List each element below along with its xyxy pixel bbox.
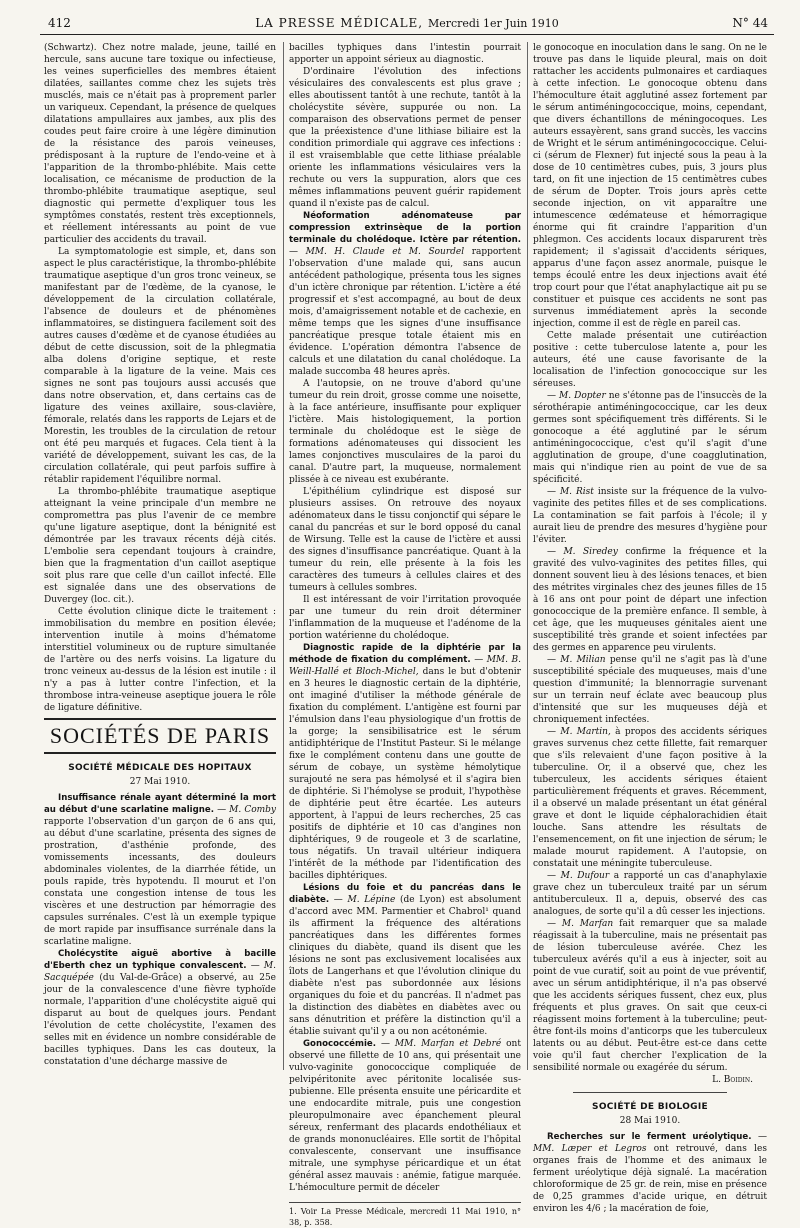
paragraph: D'ordinaire l'évolution des infections vésiculaires des convalescents est plus grave ; elles aboutissent tantôt à une rechute, tantôt à la cholécystite sévère, suppurée ou non. La comparaison des observations permet de penser que la préexistence d'une lithiase biliaire est la condition primordiale qui aggrave ces infections : il est vraisemblable que cette lithiase préalable oriente les inflammations vésiculaires vers la rechute ou vers la suppuration, alors que ces mêmes inflammations peuvent guérir rapidement quand il n'existe pas de calcul.	[289, 67, 521, 209]
journal-name: LA PRESSE MÉDICALE,	[255, 16, 424, 30]
discussion	[533, 390, 767, 486]
speaker: — M. Dufour	[547, 871, 610, 881]
society-heading: SOCIÉTÉ DE BIOLOGIE	[592, 1102, 708, 1112]
abstract	[44, 948, 276, 1068]
abstract	[289, 642, 521, 882]
footnote: 1. Voir La Presse Médicale, mercredi 11 Mai 1910, n° 38, p. 358.	[289, 1202, 521, 1228]
abstract-text: dans le but d'obtenir en 3 heures le diagnostic certain de la diphtérie, ont imaginé d'utiliser la méthode générale de fixation du complément. L'antigène est fourni par l'émulsion dans l'eau physiologique d'un frottis de la gorge; la sensibilisatrice est le sérum antidiphtérique de l'Institut Pasteur. Si le mélange fixe le complément contenu dans une goutte de sérum de cobaye, un système hémolytique surajouté ne sera pas hémolysé et il s'agira bien de diphtérie. Si l'hémolyse se produit, l'hypothèse de diphtérie peut être écartée. Les auteurs apportent, à l'appui de leurs recherches, 25 cas positifs de diphtérie et 10 cas d'angines non diphtériques, 9 de rougeole et 3 de scarlatine, tous négatifs. Un travail ultérieur indiquera l'intérêt de la méthode par l'identification des bacilles diphtériques.	[289, 667, 521, 881]
abstract-title: Lésions du foie et du pancréas dans le diabète.	[289, 883, 521, 905]
page-header	[40, 12, 774, 35]
separator-rule	[573, 1092, 727, 1093]
abstract-author: — M. Sacquépée	[44, 961, 277, 983]
discussion	[533, 486, 767, 546]
column-rule	[283, 42, 284, 1070]
society-heading: SOCIÉTÉ MÉDICALE DES HOPITAUX	[68, 763, 252, 773]
paragraph: La symptomatologie est simple, et, dans son aspect le plus caractéristique, la thrombo-phlébite traumatique aseptique d'un gros tronc veineux, se manifestant par de l'œdème, de la cyanose, le développement de la circulation collatérale, l'absence de douleurs et de phénomènes inflammatoires, se distinguera facilement soit des autres causes d'œdème et de cyanose étudiées au début de cette discussion, soit de la phlegmatia alba dolens d'origine septique, et reste comparable à la ligature de la veine. Mais ces signes ne sont pas toujours aussi accusés que dans notre observation, et, dans certains cas de ligature des veines axillaire, sous-clavière, fémorale, relatés dans les rapports de Lejars et de Morestin, les troubles de la circulation de retour ont été peu marqués et fugaces. Cela tient à la variété de développement, suivant les cas, de la circulation collatérale, qui peut parfois suffire à rétablir rapidement l'équilibre normal.	[44, 247, 276, 485]
paragraph: La thrombo-phlébite traumatique aseptique atteignant la veine principale d'un membre ne compromettra pas plus l'avenir de ce membre qu'une ligature aseptique, dont la bénignité est démontrée par les travaux récents déjà cités. L'embolie sera cependant toujours à craindre, bien que la fragmentation d'un caillot aseptique soit plus rare que celle d'un caillot infecté. Elle est signalée dans une des observations de Duvergey (loc. cit.).	[44, 487, 276, 605]
journal-title	[40, 16, 774, 30]
abstract-title: Gonococcémie.	[303, 1039, 376, 1049]
abstract-text: rapportent l'observation d'une malade qui, sans aucun antécédent pathologique, présenta tous les signes d'un ictère chronique par rétention. L'ictère a été progressif et s'est accompagné, au bout de deux mois, d'amaigrissement notable et de cachexie, en même temps que les signes d'une insuffisance pancréatique presque totale étaient mis en évidence. L'opération démontra l'absence de calculs et une dilatation du canal cholédoque. La malade succomba 48 heures après.	[289, 247, 521, 377]
paragraph: bacilles typhiques dans l'intestin pourrait apporter un appoint sérieux au diagnostic.	[289, 43, 521, 65]
discussion	[533, 654, 767, 726]
discussion-text: ne s'étonne pas de l'insuccès de la sérothérapie antiméningococcique, car les deux germes sont spécifiquement très différents. Si le gonocoque a été agglutiné par le sérum antiméningococcique, c'est qu'il s'agit d'une agglutination de groupe, d'une coagglutination, mais qui n'indique rien au point de vue de sa spécificité.	[533, 391, 767, 485]
abstract-author: — M. Lépine	[333, 895, 396, 905]
speaker: — M. Rist	[547, 487, 594, 497]
column-3	[533, 42, 768, 1214]
abstract-author: — MM. B. Weill-Hallé et Bloch-Michel,	[289, 655, 521, 677]
issue-date: Mercredi 1er Juin 1910	[427, 17, 559, 30]
abstract	[44, 792, 276, 948]
paragraph: Il est intéressant de voir l'irritation provoquée par une tumeur du rein droit déterminer l'inflammation de la muqueuse et l'adénome de la portion watérienne du cholédoque.	[289, 595, 521, 641]
discussion-text: à propos des accidents sériques graves survenus chez cette fillette, fait remarquer que s'ils relevaient d'une façon positive à la tuberculine. Or, il a observé que, chez les tuberculeux, les accidents sériques étaient particulièrement fréquents et graves. Récemment, il a observé un malade présentant un état général grave et dont le liquide céphalorachidien était louche. Sans attendre les résultats de l'ensemencement, on fit une injection de sérum; le malade mourut rapidement. A l'autopsie, on constatait une méningite tuberculeuse.	[533, 727, 767, 869]
abstract-title: Néoformation adénomateuse par compression extrinsèque de la portion terminale du cholédoque. Ictère par rétention.	[289, 211, 521, 245]
speaker: — M. Milian	[547, 655, 606, 665]
discussion-text: a rapporté un cas d'anaphylaxie grave chez un tuberculeux traité par un sérum antituberculeux. Il a, depuis, observé des cas analogues, de sorte qu'il a dû cesser les injections.	[533, 871, 767, 917]
issue-number: N° 44	[732, 16, 768, 30]
paragraph: le gonocoque en inoculation dans le sang. On ne le trouve pas dans le liquide pleural, mais on doit rattacher les accidents pulmonaires et cardiaques à cette infection. Le gonocoque obtenu dans l'hémoculture était agglutiné assez fortement par le sérum antiméningococcique, moins, cependant, que divers échantillons de méningocoques. Les auteurs essayèrent, sans grand succès, les vaccins de Wright et le sérum antiméningococcique. Celui-ci (sérum de Flexner) fut injecté sous la peau à la dose de 10 centimètres cubes, puis, 3 jours plus tard, on fit une injection de 15 centimètres cubes de sérum de Dopter. Trois jours après cette seconde injection, on vit apparaître une intumescence œdémateuse et hémorragique énorme qui fit craindre l'apparition d'un phlegmon. Ces accidents locaux disparurent très rapidement; il s'agissait d'accidents sériques, apparus d'une façon assez anormale, puisque le temps écoulé entre les deux injections avait été trop court pour que l'état anaphylactique ait pu se constituer et puisque ces accidents ne sont pas survenus immédiatement après la seconde injection, comme il est de règle en pareil cas.	[533, 43, 767, 329]
abstract	[289, 882, 521, 1038]
abstract	[289, 210, 521, 378]
abstract-text: (de Lyon) est absolument d'accord avec MM. Parmentier et Chabrol¹ quand ils affirment la fréquence des altérations pancréatiques dans les différentes formes cliniques du diabète, quand ils disent que les lésions ne sont pas exclusivement localisées aux îlots de Langerhans et que l'évolution clinique du diabète n'est pas subordonnée aux lésions organiques du foie et du pancréas. Il n'admet pas la distinction des diabètes en diabètes avec ou sans dénutrition et préfère la distinction qu'il a établie suivant qu'il y a ou non acétonémie.	[289, 895, 521, 1037]
abstract-text: rapporte l'observation d'un garçon de 6 ans qui, au début d'une scarlatine, présenta des signes de prostration, d'asthénie profonde, des vomissements incessants, des douleurs abdominales violentes, de la diarrhée fétide, un pouls rapide, très hypotendu. Il mourut et l'on constata une congestion intense de tous les viscères et une destruction par hémorragie des capsules surrénales. C'est là un exemple typique de mort rapide par insuffisance surrénale dans la scarlatine maligne.	[44, 817, 276, 947]
paragraph: L'épithélium cylindrique est disposé sur plusieurs assises. On retrouve des noyaux adénomateux dans le tissu conjonctif qui sépare le canal du pancréas et sur le bord opposé du canal de Wirsung. Telle est la cause de l'ictère et aussi des signes d'insuffisance pancréatique. Quant à la tumeur du rein, elle présente à la fois les caractères des tumeurs à cellules claires et des tumeurs à cellules sombres.	[289, 487, 521, 593]
signature: L. Boidin.	[712, 1075, 753, 1085]
abstract-title: Recherches sur le ferment uréolytique.	[547, 1132, 752, 1142]
abstract-author: — M. Comby	[217, 805, 277, 815]
discussion-text: confirme la fréquence et la gravité des vulvo-vaginites des petites filles, qui donnent souvent lieu à des lésions tenaces, et bien des métrites virginales chez des jeunes filles de 15 à 16 ans ont pour point de départ une infection gonococcique de la première enfance. Il semble, à cet âge, que les muqueuses génitales aient une susceptibilité très grande et soient infectées par des germes en apparence peu virulents.	[533, 547, 767, 653]
abstract-text: ont observé une fillette de 10 ans, qui présentait une vulvo-vaginite gonococcique compliquée de pelvipéritonite avec péritonite localisée sus-pubienne. Elle présenta ensuite une péricardite et une endocardite mitrale, puis une congestion pleuropulmonaire avec épanchement pleural séreux, renfermant des placards endothéliaux et de grands mononucléaires. Elle sortit de l'hôpital convalescente, conservant une insuffisance mitrale, une symphyse péricardique et un état général assez mauvais : anémie, fatigue marquée. L'hémoculture permit de déceler	[289, 1039, 521, 1193]
page-number: 412	[48, 16, 71, 30]
meeting-date: 27 Mai 1910.	[129, 777, 191, 787]
discussion-text: fait remarquer que sa malade réagissait à la tuberculine, mais ne présentait pas de lésion tuberculeuse avérée. Chez les tuberculeux avérés qu'il a eus à injecter, soit au point de vue curatif, soit au point de vue préventif, avec un sérum antidiphtérique, il n'a pas observé que les accidents sériques fussent, chez eux, plus fréquents et plus graves. On sait que ceux-ci réagissent moins fortement à la tuberculine; peut-être font-ils moins d'anticorps que les tuberculeux latents ou au début. Peut-être est-ce dans cette voie qu'il faut chercher l'explication de la sensibilité normale ou exagérée du sérum.	[533, 919, 767, 1073]
meeting-date: 28 Mai 1910.	[619, 1116, 681, 1126]
discussion	[533, 918, 767, 1074]
paragraph: A l'autopsie, on ne trouve d'abord qu'une tumeur du rein droit, grosse comme une noisette, à la face antérieure, insuffisante pour expliquer l'ictère. Mais histologiquement, la portion terminale du cholédoque est le siège de formations adénomateuses qui dissocient les lames conjonctives musculaires de la paroi du canal. D'autre part, la muqueuse, normalement plissée à ce niveau est exubérante.	[289, 379, 521, 485]
speaker: — M. Dopter	[547, 391, 606, 401]
speaker: — M. Siredey	[547, 547, 618, 557]
abstract-author: — MM. H. Claude et M. Sourdel	[289, 247, 465, 257]
discussion-text: pense qu'il ne s'agit pas là d'une susceptibilité spéciale des muqueuses, mais d'une question d'immunité; la blennorragie survenant sur un terrain neuf éclate avec beaucoup plus d'intensité que sur les muqueuses déjà et chroniquement infectées.	[533, 655, 768, 725]
abstract-text: (du Val-de-Grâce) a observé, au 25e jour de la convalescence d'une fièvre typhoïde normale, l'apparition d'une cholécystite aiguë qui disparut au bout de quelques jours. Pendant l'évolution de cette cholécystite, l'examen des selles mit en évidence un nombre considérable de bacilles typhiques. Dans les cas douteux, la constatation d'une décharge massive de	[44, 973, 276, 1067]
discussion	[533, 546, 767, 654]
paragraph: Cette évolution clinique dicte le traitement : immobilisation du membre en position élevée; intervention inutile à moins d'hématome interstitiel volumineux ou de rupture simultanée de l'artère ou des nerfs voisins. La ligature du tronc veineux au-dessus de la lésion est inutile : il n'y a pas à lutter contre l'infection, et la thrombose intra-veineuse aseptique jouera le rôle de ligature définitive.	[44, 607, 276, 713]
abstract	[533, 1131, 767, 1215]
speaker: — M. Marfan	[547, 919, 614, 929]
paragraph: Cette malade présentait une cutiréaction positive : cette tuberculose latente a, pour les auteurs, été une cause favorisante de la localisation de l'infection gonococcique sur les séreuses.	[533, 331, 767, 389]
speaker: — M. Martin,	[547, 727, 611, 737]
section-banner: SOCIÉTÉS DE PARIS	[44, 718, 276, 754]
abstract-title: Diagnostic rapide de la diphtérie par la méthode de fixation du complément.	[289, 643, 521, 665]
discussion	[533, 726, 767, 870]
abstract	[289, 1038, 521, 1194]
abstract-author: — MM. Marfan et Debré	[380, 1039, 502, 1049]
abstract-title: Insuffisance rénale ayant déterminé la mort au début d'une scarlatine maligne.	[44, 793, 276, 815]
abstract-text: ont retrouvé, dans les organes frais de l'homme et des animaux le ferment uréolytique déjà signalé. La macération chloroformique de 25 gr. de rein, mise en présence de 0,25 grammes d'acide urique, en détruit environ les 4/6 ; la macération de foie,	[533, 1144, 767, 1214]
discussion-text: insiste sur la fréquence de la vulvo-vaginite des petites filles et de ses complications. La contamination se fait parfois à l'école; il y aurait lieu de prendre des mesures d'hygiène pour l'éviter.	[533, 487, 767, 545]
column-rule	[527, 42, 528, 1070]
discussion	[533, 870, 767, 918]
abstract-author: — MM. Læper et Legros	[533, 1132, 767, 1154]
paragraph: (Schwartz). Chez notre malade, jeune, taillé en hercule, sans aucune tare toxique ou infectieuse, les veines superficielles des membres étaient dilatées, saillantes comme chez les sujets très musclés, mais ce n'était pas à proprement parler un variqueux. Cependant, la présence de quelques dilatations ampullaires aux jambes, aux plis des coudes peut faire croire à une légère diminution de la résistance des parois veineuses, prédisposant à la rupture de l'endo-veine et à l'apparition de la thrombo-phlébite. Mais cette localisation, ce mécanisme de production de la thrombo-phlébite traumatique aseptique, seul diagnostic qui permette d'expliquer tous les symptômes constatés, restent très exceptionnels, et réellement intéressants au point de vue particulier des accidents du travail.	[44, 43, 276, 245]
column-1	[44, 42, 276, 1072]
column-2	[289, 42, 521, 1227]
abstract-title: Cholécystite aiguë abortive à bacille d'Eberth chez un typhique convalescent.	[44, 949, 276, 971]
